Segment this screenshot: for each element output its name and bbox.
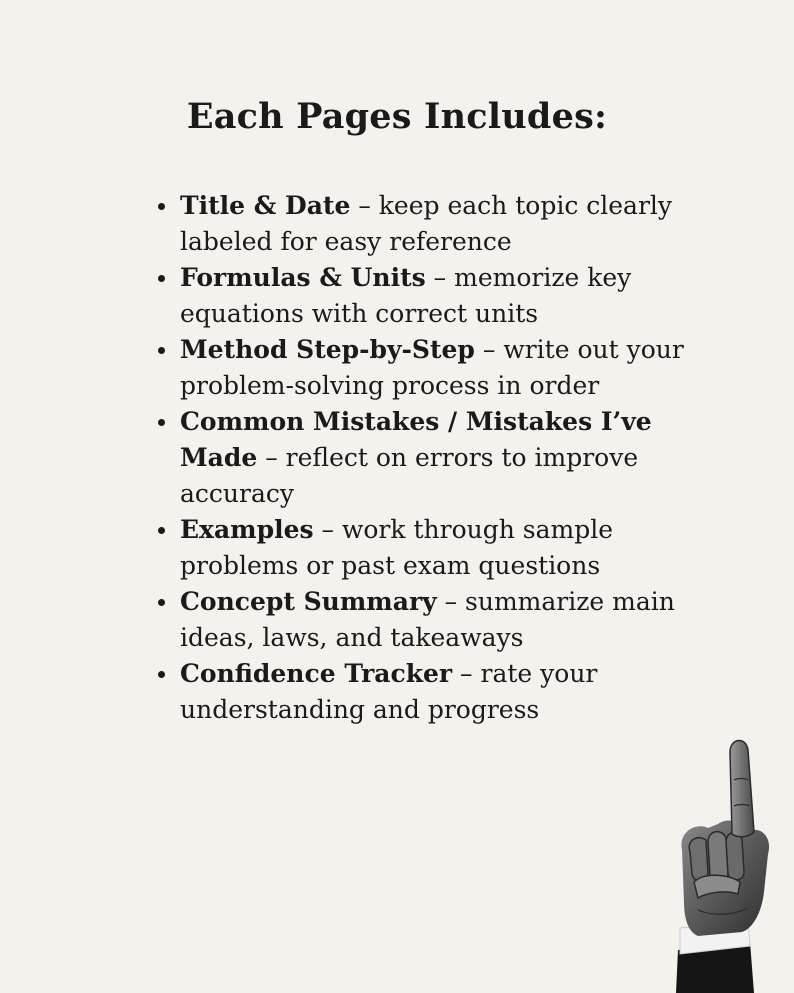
feature-description: rate your understanding and progress	[180, 659, 598, 724]
feature-separator: –	[425, 263, 455, 292]
feature-description: keep each topic clearly labeled for easy reference	[180, 191, 673, 256]
feature-name: Method Step-by-Step	[180, 335, 475, 364]
page-title: Each Pages Includes:	[186, 96, 608, 137]
feature-name: Title & Date	[180, 191, 351, 220]
bullet-icon	[158, 347, 165, 354]
feature-item-method-steps	[180, 332, 700, 404]
feature-item-confidence-tracker	[180, 656, 700, 728]
feature-separator: –	[257, 443, 286, 472]
feature-separator: –	[350, 191, 379, 220]
feature-name: Examples	[180, 515, 314, 544]
feature-item-common-mistakes	[180, 404, 700, 512]
feature-description: reflect on errors to improve accuracy	[180, 443, 639, 508]
feature-name: Confidence Tracker	[180, 659, 453, 688]
feature-list	[180, 188, 700, 728]
feature-separator: –	[313, 515, 342, 544]
feature-name: Formulas & Units	[180, 263, 426, 292]
feature-separator: –	[452, 659, 481, 688]
feature-name: Common Mistakes / Mistakes I’ve Made	[180, 407, 652, 472]
feature-item-concept-summary	[180, 584, 700, 656]
feature-description: memorize key equations with correct units	[180, 263, 632, 328]
bullet-icon	[158, 599, 165, 606]
bullet-icon	[158, 671, 165, 678]
bullet-icon	[158, 275, 165, 282]
feature-description: write out your problem-solving process in order	[180, 335, 684, 400]
bullet-icon	[158, 419, 165, 426]
feature-description: summarize main ideas, laws, and takeaways	[180, 587, 675, 652]
feature-name: Concept Summary	[180, 587, 437, 616]
feature-item-title-date	[180, 188, 700, 260]
feature-description: work through sample problems or past exam questions	[180, 515, 614, 580]
bullet-icon	[158, 203, 165, 210]
pointing-hand-icon	[668, 732, 788, 993]
feature-separator: –	[436, 587, 466, 616]
bullet-icon	[158, 527, 165, 534]
feature-item-examples	[180, 512, 700, 584]
feature-item-formulas-units	[180, 260, 700, 332]
feature-separator: –	[474, 335, 504, 364]
